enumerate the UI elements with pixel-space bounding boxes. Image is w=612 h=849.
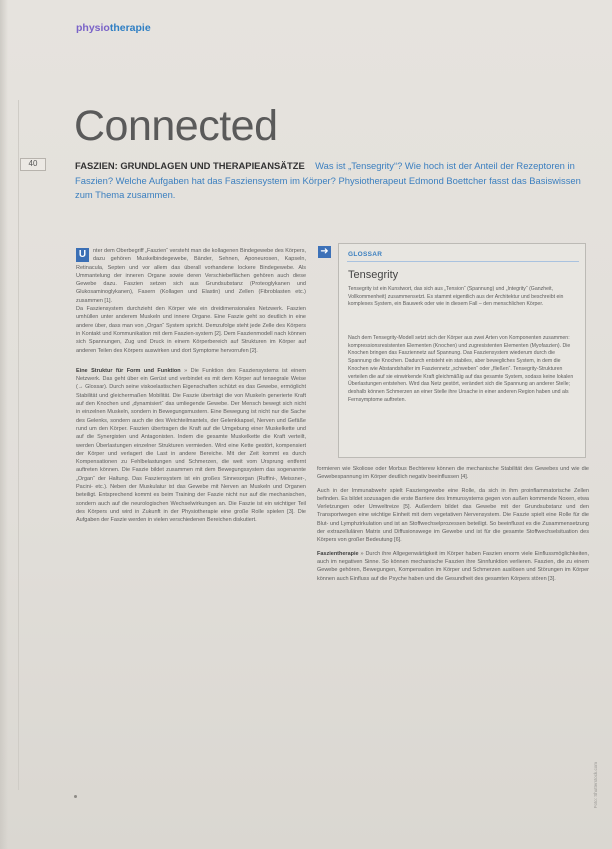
paragraph-text: nter dem Oberbegriff „Faszien“ versteht man die kollagenen Bindegewebe des Körpers, dazu gehören Muskelbindegewebe, Bänder, Sehnen, Aponeurosen, Kapseln, Retinacula, Septen und vor allem das überall vorhandene lockere Bindegewebe. Als Ummantelung der inneren Organe sowie deren Verschiebeflächen gehören auch diese Gewebe dazu. Faszien setzen sich aus Grundsubstanz (Proteoglykanen und Glukosaminoglykanen), Fasern (Kollagen und Elastin) und Zellen (Fibroblasten etc.) zusammen [1]. bbox=[76, 248, 306, 304]
paragraph-text: formieren wie Skoliose oder Morbus Bechterew können die mechanische Stabilität des Gewebes und wie die Gewebespannung im Körper deutlich negativ beeinflussen [4]. bbox=[317, 466, 589, 481]
binding-shadow bbox=[0, 0, 8, 849]
body-paragraph bbox=[76, 247, 306, 305]
page-marker-dot bbox=[74, 795, 77, 798]
section-header-part2: therapie bbox=[109, 22, 151, 34]
article-title: Connected bbox=[74, 102, 278, 150]
glossary-box bbox=[318, 243, 586, 458]
page-number: 40 bbox=[28, 159, 38, 168]
paragraph-text: » Die Funktion des Fasziensystems ist einem Netzwerk. Das geht über ein Gerüst und verbindet es mit dem Körper auf tensegrale Weise (→ Glossar). Durch seine viskoelastischen Eigenschaften schützt es das Gewebe, ermöglicht Stabilität und gleichermaßen Mobilität. Die Faszie überträgt die von Muskeln generierte Kraft auf den Knochen und „dynamisiert“ das umliegende Gewebe. Der Mensch bewegt sich nicht in einzelnen Muskeln, sondern in Bewegungsmustern. Eine Bewegung ist nicht nur die Sache des Gelenks, sondern auch die des Weichteilmantels, der Gelenkkapsel, Nerven und Gefäße rund um den Körper. Faszien übertragen die Kraft auf die Umgebung einer Muskelkette und auf die Synergisten und Antagonisten. Indem die gesamte Muskelkette die Kraft verteilt, werden Überlastungen einzelner Strukturen vermieden. Wird eine Kette gestört, kompensiert der Körper und verlagert die Last in andere Bereiche. Mit der Zeit kommt es durch Kompensationen zu Fehlbelastungen und Schmerzen, die weit vom Ursprung entfernt auftreten können. Die Faszie bildet zusammen mit dem Bewegungssystem das sogenannte „Organ“ der Haltung. Das Fasziensystem ist ein großes Sinnesorgan (Ruffini-, Meissner-, Pacini- etc.). Neben der Muskulatur ist das Gewebe mit Nerven an Muskeln und Organen beteiligt. Entsprechend kommt es beim Training der Faszie nicht nur auf die mechanischen, sondern auch auf die neurologischen Wechselwirkungen an. Die Faszie ist ein wichtiger Teil des Körpers und wird in Zukunft in der Physiotherapie eine große Rolle spielen [3]. Die Aufgaben der Faszie werden in vielen verschiedenen Bereichen diskutiert. bbox=[76, 367, 306, 524]
arrow-right-icon: ➜ bbox=[318, 246, 331, 258]
fold-line bbox=[18, 100, 19, 790]
lead-subtitle: Was ist „Tensegrity“? Wie hoch ist der Anteil der Rezeptoren in Faszien? Welche Aufgaben hat das Fasziensystem im Körper? Physiotherapeut Edmond Boettcher fasst das Basiswissen zum Thema zusammen. bbox=[75, 160, 581, 200]
subheading: Faszientherapie bbox=[317, 550, 359, 557]
body-paragraph bbox=[76, 305, 306, 355]
paragraph-text: Auch in der Immunabwehr spielt Fasziengewebe eine Rolle, da sich in ihm proinflammatorische Zellen befinden. Es bildet sozusagen die erste Barriere des Immunsystems gegen von außen kommende Noxen, etwa Verletzungen oder Umweltreize [5]. Außerdem bildet das Gewebe mit der Grundsubstanz und den Transportwegen eine wichtige Einheit mit dem vegetativen Nervensystem. Die Faszie spielt eine Rolle für die Blut- und Lymphzirkulation und ist an Stoffwechselprozessen beteiligt. So beeinflusst es die Zusammensetzung der extrazellulären Matrix und Diffusionswege im Gewebe und ist für die gesamte Stoffwechselsituation des Körpers von großer Bedeutung [6]. bbox=[317, 487, 589, 544]
glossary-definition: Tensegrity ist ein Kunstwort, das sich aus „Tension“ (Spannung) und „Integrity“ (Ganzheit, Vollkommenheit) zusammensetzt. Es stammt eigentlich aus der Architektur und beschreibt ein komplexes System, ein Bauwerk oder wie in diesem Fall – den menschlichen Körper. bbox=[348, 286, 564, 308]
body-column-right bbox=[317, 465, 589, 583]
glossary-explanation: Nach dem Tensegrity-Modell setzt sich der Körper aus zwei Arten von Komponenten zusammen: kompressionsresistenten Elementen (Knochen) und zugresistenten Elementen (Myofaszien). Die Knochen bringen das Fasziennetz auf Spannung. Das Fasziensystem wiederum durch die Spannung die Knochen. Dadurch entsteht ein stabiles, aber bewegliches System, in dem die Knochen wie Abstandshalter im Fasziennetz „schweben“ oder „fließen“. Tensegrity-Strukturen verteilen die auf sie einwirkende Kraft gleichmäßig auf das gesamte System, sodass keine lokalen Überlastungen entstehen. Wird das Netz gestört, verändert sich die Spannung an anderer Stelle; deshalb können Schmerzen an einer Stelle ihre Ursache in einer anderen Region haben und als Fernsymptome auftreten. bbox=[348, 335, 574, 403]
subheading: Eine Struktur für Form und Funktion bbox=[76, 367, 181, 374]
body-paragraph bbox=[317, 465, 589, 482]
section-header bbox=[76, 22, 151, 34]
glossary-divider bbox=[347, 261, 579, 262]
paragraph-text: Da Fasziensystem durchzieht den Körper wie ein dreidimensionales Netzwerk. Faszien umhüllen unter anderem Muskeln und innere Organe. Eine Faszie geht so deutlich in eine andere über, dass man von „Organ“ System spricht. Demzufolge steht jede Zelle des Körpers in Kontakt und Kommunikation mit dem Faszien-system [2]. Dem Faszienmodell nach können sich Spannungen, Zug und Druck in einem Körperbereich auf Strukturen im Körper auf anderen Teilen des Körpers auswirken und dort Symptome hervorrufen [2]. bbox=[76, 306, 306, 354]
section-header-part1: physio bbox=[76, 22, 110, 34]
glossary-term: Tensegrity bbox=[348, 269, 399, 281]
drop-cap: U bbox=[76, 248, 89, 262]
body-paragraph bbox=[317, 550, 589, 583]
glossary-label: GLOSSAR bbox=[348, 251, 383, 258]
body-paragraph bbox=[76, 367, 306, 525]
photo-credit: Foto: Shutterstock.com bbox=[593, 762, 598, 809]
paragraph-text: » Durch ihre Allgegenwärtigkeit im Körper haben Faszien enorm viele Einflussmöglichkeiten, auch im negativen Sinne. So können mechanische Faszien ihre Sinnfunktion verlieren. Faszien, die zu einem Gewebe gehören, Bewegungen, Kompensation im Körper und Schmerzen auslösen und Störungen im Körper können auch Einfluss auf die Psyche haben und die Gesundheit des gesamten Körpers stören [3]. bbox=[317, 550, 589, 582]
body-paragraph bbox=[317, 487, 589, 545]
lead-kicker: FASZIEN: GRUNDLAGEN UND THERAPIEANSÄTZE bbox=[75, 160, 305, 171]
body-column-left bbox=[76, 247, 306, 525]
article-lead bbox=[75, 159, 585, 203]
